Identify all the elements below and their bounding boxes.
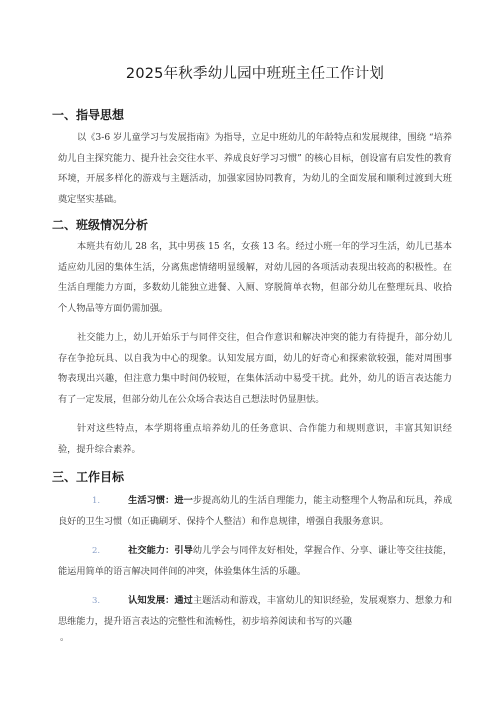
goal-lead: 引导	[174, 545, 193, 556]
goal-label: 社交能力：	[128, 545, 175, 556]
goal-number: 2.	[92, 546, 101, 556]
document-title: 2025年秋季幼儿园中班班主任工作计划	[125, 66, 385, 82]
goal-label: 认知发展：	[128, 595, 175, 606]
paragraph: 本班共有幼儿 28 名，其中男孩 15 名，女孩 13 名。经过小班一年的学习生活，幼儿已基本适应幼儿园的集体生活，分离焦虑情绪明显缓解，对幼儿园的各项活动表现出较高的积极性。在生活自理能力方面，多数幼儿能独立进餐、入厕、穿脱简单衣物，但部分幼儿在整理玩具、收拾个人物品等方面仍需加强。	[58, 241, 452, 314]
goal-item-3	[58, 591, 452, 632]
goal-text: 步提高幼儿的生活自理能力，能主动整理个人物品和玩具，养成良好的卫生习惯（如正确刷牙、保持个人整洁）和作息规律，增强自我服务意识。	[58, 495, 453, 527]
paragraph: 社交能力上，幼儿开始乐于与同伴交往，但合作意识和解决冲突的能力有待提升，部分幼儿存在争抢玩具、以自我为中心的现象。认知发展方面，幼儿的好奇心和探索欲较强，能对周围事物表现出兴趣，但注意力集中时间仍较短，在集体活动中易受干扰。此外，幼儿的语言表达能力有了一定发展，但部分幼儿在公众场合表达自己想法时仍显胆怯。	[58, 332, 452, 405]
section-work-goals	[52, 468, 453, 644]
paragraph: 以《3-6 岁儿童学习与发展指南》为指导，立足中班幼儿的年龄特点和发展规律，围绕 “培养幼儿自主探究能力、提升社会交往水平、养成良好学习习惯” 的核心目标，创设富有启发性的教育环境，开展多样化的游戏与主题活动，加强家园协同教育，为幼儿的全面发展和顺利过渡到大班奠定坚实基础。	[58, 132, 452, 205]
paragraph: 针对这些特点，本学期将重点培养幼儿的任务意识、合作能力和规则意识，丰富其知识经验，提升综合素养。	[58, 423, 452, 455]
goal-label: 生活习惯：	[128, 495, 175, 506]
goal-item-1	[58, 491, 452, 532]
goal-item-2	[58, 541, 452, 582]
section-guiding-ideology	[52, 106, 452, 210]
goal-text: 幼儿学会与同伴友好相处，掌握合作、分享、谦让等交往技能，能运用简单的语言解决同伴间的冲突，体验集体生活的乐趣。	[58, 545, 453, 577]
section-class-analysis	[52, 216, 452, 460]
section-heading: 一、指导思想	[52, 108, 125, 122]
goal-number: 3.	[92, 596, 101, 606]
trailing-punctuation: 。	[60, 632, 70, 643]
goal-text: 主题活动和游戏，丰富幼儿的知识经验，发展观察力、想象力和思维能力，提升语言表达的完整性和流畅性，初步培养阅读和书写的兴趣	[58, 595, 453, 627]
goal-number: 1.	[92, 496, 101, 506]
section-heading: 二、班级情况分析	[52, 218, 149, 232]
section-heading: 三、工作目标	[52, 470, 125, 484]
goal-lead: 通过	[174, 595, 193, 606]
goal-lead: 进一	[174, 495, 193, 506]
